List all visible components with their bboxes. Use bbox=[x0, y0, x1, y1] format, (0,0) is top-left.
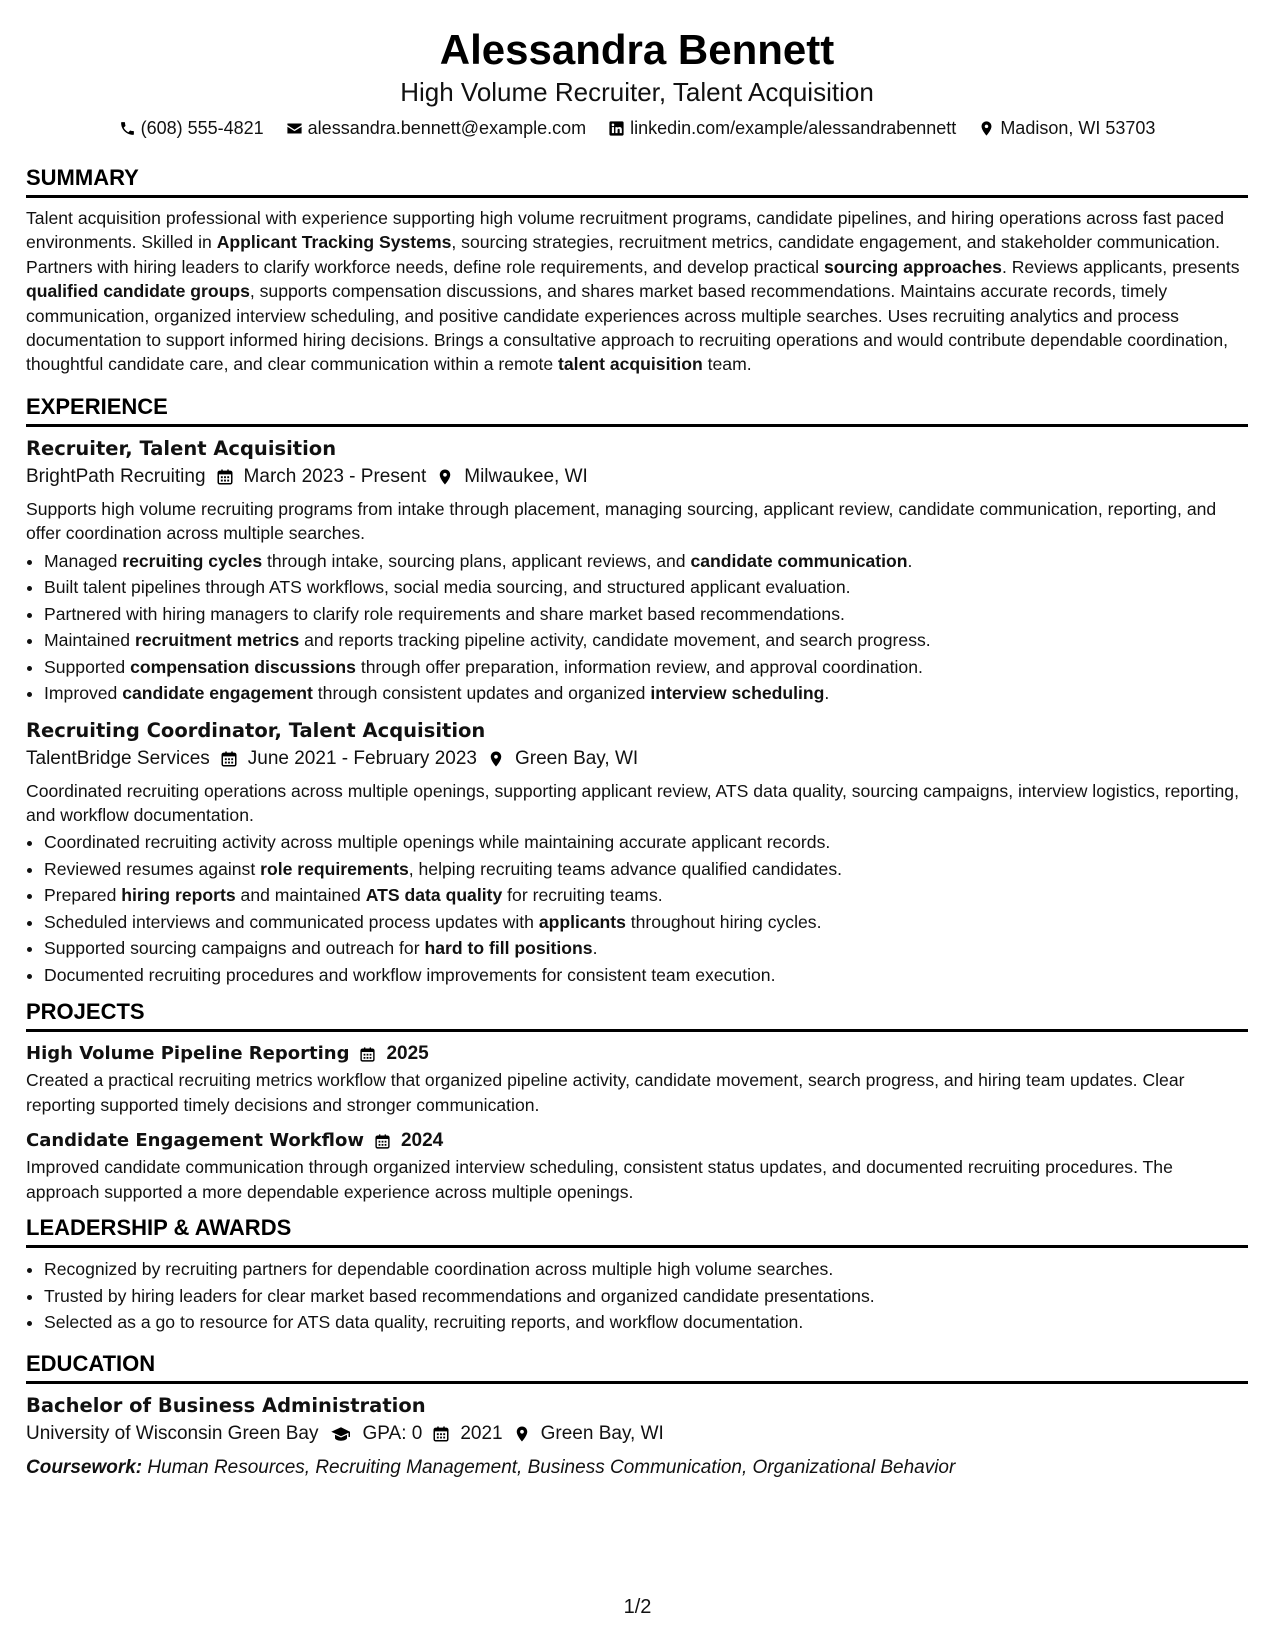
job-meta bbox=[26, 745, 1248, 773]
bullet-keyword: hard to fill positions bbox=[424, 938, 593, 959]
summary-keyword: Applicant Tracking Systems bbox=[216, 232, 452, 253]
bullet-item bbox=[44, 882, 1248, 909]
bullet-text: Managed bbox=[44, 550, 123, 571]
job-location: Milwaukee, WI bbox=[464, 465, 588, 487]
education-meta bbox=[26, 1420, 1248, 1448]
section-title-leadership: LEADERSHIP & AWARDS bbox=[26, 1215, 292, 1241]
section-title-experience: EXPERIENCE bbox=[26, 393, 168, 419]
degree-title: Bachelor of Business Administration bbox=[26, 1393, 426, 1417]
bullet-text: and maintained bbox=[235, 885, 366, 906]
bullet-text: Documented recruiting procedures and workflow improvements for consistent team execution. bbox=[44, 964, 776, 985]
contact-email-text: alessandra.bennett@example.com bbox=[307, 118, 587, 138]
bullet-keyword: hiring reports bbox=[121, 885, 236, 906]
bullet-text: . bbox=[592, 938, 598, 959]
project-entry bbox=[26, 1040, 1248, 1117]
job-bullets bbox=[26, 548, 1248, 707]
bullet-text: Prepared bbox=[44, 885, 122, 906]
bullet-text: and reports tracking pipeline activity, candidate movement, and search progress. bbox=[299, 630, 931, 651]
project-header bbox=[26, 1127, 1248, 1155]
project-name: High Volume Pipeline Reporting bbox=[26, 1043, 350, 1065]
map-pin-icon bbox=[487, 750, 505, 768]
summary-part: , sourcing strategies, recruitment metrics, candidate engagement, and stakeholder communication. Partners with hiring leaders to clarify workforce needs, define role requirements, and develop practical bbox=[26, 232, 1221, 277]
bullet-keyword: compensation discussions bbox=[130, 656, 356, 677]
bullet-text: Maintained bbox=[44, 630, 135, 651]
section-title-projects: PROJECTS bbox=[26, 999, 145, 1025]
bullet-text: through offer preparation, information review, and approval coordination. bbox=[355, 656, 923, 677]
job-title: Recruiting Coordinator, Talent Acquisition bbox=[26, 718, 486, 742]
bullet-keyword: recruitment metrics bbox=[134, 630, 300, 651]
bullet-keyword: recruiting cycles bbox=[122, 550, 263, 571]
bullet-text: Built talent pipelines through ATS workflows, social media sourcing, and structured applicant evaluation. bbox=[44, 577, 851, 598]
candidate-name: Alessandra Bennett bbox=[439, 26, 835, 73]
calendar-icon bbox=[432, 1425, 450, 1443]
bullet-item bbox=[44, 935, 1248, 962]
bullet-item bbox=[44, 654, 1248, 681]
bullet-text: Supported bbox=[44, 656, 131, 677]
bullet-keyword: ATS data quality bbox=[365, 885, 503, 906]
experience-entry bbox=[26, 717, 1248, 989]
section-divider bbox=[26, 1029, 1248, 1032]
map-pin-icon bbox=[513, 1425, 531, 1443]
bullet-text: , helping recruiting teams advance qualified candidates. bbox=[408, 858, 843, 879]
bullet-keyword: interview scheduling bbox=[650, 683, 825, 704]
job-company: BrightPath Recruiting bbox=[26, 465, 206, 487]
bullet-item bbox=[44, 856, 1248, 883]
summary-part: team. bbox=[702, 354, 752, 375]
phone-icon bbox=[119, 120, 136, 137]
job-company: TalentBridge Services bbox=[26, 747, 210, 769]
section-title-summary: SUMMARY bbox=[26, 165, 139, 190]
project-description: Improved candidate communication through organized interview scheduling, consistent status updates, and documented recruiting procedures. The approach supported a more dependable experience across multiple openings. bbox=[26, 1157, 1173, 1202]
section-divider bbox=[26, 1381, 1248, 1384]
project-year: 2025 bbox=[386, 1043, 429, 1065]
bullet-text: throughout hiring cycles. bbox=[625, 911, 822, 932]
summary-keyword: sourcing approaches bbox=[823, 256, 1002, 277]
bullet-keyword: candidate communication bbox=[690, 550, 908, 571]
bullet-text: through intake, sourcing plans, applicant reviews, and bbox=[262, 550, 691, 571]
resume-page bbox=[26, 0, 1248, 1482]
contact-phone[interactable] bbox=[119, 116, 264, 140]
bullet-text: Improved bbox=[44, 683, 123, 704]
leadership-item: • Selected as a go to resource for ATS data quality, recruiting reports, and workflow documentation. bbox=[44, 1309, 1248, 1336]
contact-location-text: Madison, WI 53703 bbox=[1000, 118, 1156, 138]
bullet-keyword: candidate engagement bbox=[122, 683, 313, 704]
job-title: Recruiter, Talent Acquisition bbox=[26, 436, 337, 460]
leadership-item: • Trusted by hiring leaders for clear market based recommendations and organized candidate presentations. bbox=[44, 1283, 1248, 1310]
bullet-text: Supported sourcing campaigns and outreach for bbox=[44, 938, 425, 959]
page-indicator: 1/2 bbox=[623, 1596, 652, 1618]
contact-phone-text: (608) 555-4821 bbox=[140, 118, 264, 138]
bullet-keyword: role requirements bbox=[260, 858, 409, 879]
candidate-title: High Volume Recruiter, Talent Acquisition bbox=[400, 77, 874, 107]
bullet-item bbox=[44, 909, 1248, 936]
contact-location bbox=[978, 116, 1155, 140]
summary-keyword: talent acquisition bbox=[558, 354, 703, 375]
job-description: Supports high volume recruiting programs from intake through placement, managing sourcing, applicant review, candidate communication, reporting, and offer coordination across multiple searches. bbox=[26, 498, 1217, 544]
leadership-list bbox=[26, 1256, 1248, 1336]
calendar-icon bbox=[216, 468, 234, 486]
bullet-text: Reviewed resumes against bbox=[44, 858, 261, 879]
resume-header bbox=[26, 0, 1248, 140]
map-pin-icon bbox=[436, 468, 454, 486]
graduation-cap-icon bbox=[329, 1425, 353, 1443]
coursework-label: Coursework: bbox=[26, 1456, 143, 1478]
summary-part: Talent acquisition professional with experience supporting high volume recruitment programs, candidate pipelines, and hiring operations across fast paced environments. Skilled in bbox=[26, 208, 1225, 253]
calendar-icon bbox=[359, 1046, 376, 1063]
section-divider bbox=[26, 424, 1248, 427]
job-meta bbox=[26, 463, 1248, 491]
education-gpa: GPA: 0 bbox=[362, 1422, 423, 1444]
bullet-item bbox=[44, 548, 1248, 575]
project-year: 2024 bbox=[400, 1130, 444, 1152]
bullet-text: for recruiting teams. bbox=[502, 885, 663, 906]
calendar-icon bbox=[374, 1133, 391, 1150]
summary-keyword: qualified candidate groups bbox=[26, 281, 250, 302]
contact-email[interactable] bbox=[286, 116, 586, 140]
job-dates: March 2023 - Present bbox=[243, 465, 427, 487]
bullet-text: Coordinated recruiting activity across multiple openings while maintaining accurate applicant records. bbox=[44, 832, 831, 853]
project-header bbox=[26, 1040, 1248, 1068]
project-entry bbox=[26, 1127, 1248, 1204]
section-divider bbox=[26, 195, 1248, 198]
contact-bar bbox=[26, 116, 1248, 140]
bullet-item bbox=[44, 680, 1248, 707]
bullet-text: Scheduled interviews and communicated process updates with bbox=[44, 911, 539, 932]
leadership-item: • Recognized by recruiting partners for dependable coordination across multiple high volume searches. bbox=[44, 1256, 1248, 1283]
education-location: Green Bay, WI bbox=[540, 1422, 664, 1444]
contact-linkedin[interactable] bbox=[608, 116, 956, 140]
calendar-icon bbox=[220, 750, 238, 768]
section-divider bbox=[26, 1245, 1248, 1248]
project-name: Candidate Engagement Workflow bbox=[26, 1130, 364, 1152]
envelope-icon bbox=[286, 120, 303, 137]
job-bullets bbox=[26, 829, 1248, 988]
summary-text bbox=[26, 206, 1248, 377]
bullet-text: . bbox=[907, 550, 913, 571]
bullet-item bbox=[44, 574, 1248, 601]
bullet-text: . bbox=[824, 683, 830, 704]
experience-entry bbox=[26, 435, 1248, 707]
school-name: University of Wisconsin Green Bay bbox=[26, 1422, 319, 1444]
education-year: 2021 bbox=[460, 1422, 503, 1444]
coursework-list: Human Resources, Recruiting Management, Business Communication, Organizational Behavior bbox=[147, 1456, 956, 1478]
bullet-text: Partnered with hiring managers to clarify role requirements and share market based recommendations. bbox=[44, 603, 845, 624]
bullet-keyword: applicants bbox=[538, 911, 626, 932]
job-dates: June 2021 - February 2023 bbox=[247, 747, 477, 769]
job-description: Coordinated recruiting operations across multiple openings, supporting applicant review, ATS data quality, sourcing campaigns, interview logistics, reporting, and workflow documentation. bbox=[26, 780, 1239, 826]
section-title-education: EDUCATION bbox=[26, 1350, 156, 1376]
coursework bbox=[26, 1454, 1248, 1482]
job-location: Green Bay, WI bbox=[514, 747, 639, 769]
bullet-item bbox=[44, 829, 1248, 856]
education-entry bbox=[26, 1392, 1248, 1482]
bullet-item bbox=[44, 962, 1248, 989]
bullet-text: through consistent updates and organized bbox=[312, 683, 651, 704]
summary-part: , supports compensation discussions, and shares market based recommendations. Maintains accurate records, timely communication, organized interview scheduling, and positive candidate experiences across multiple searches. Uses recruiting analytics and process documentation to support informed hiring decisions. Brings a consultative approach to recruiting operations and would contribute dependable coordination, thoughtful candidate care, and clear communication within a remote bbox=[26, 281, 1229, 375]
linkedin-icon bbox=[608, 120, 625, 137]
project-description: Created a practical recruiting metrics workflow that organized pipeline activity, candidate movement, search progress, and hiring team updates. Clear reporting supported timely decisions and stronger communication. bbox=[26, 1070, 1185, 1115]
summary-part: . Reviews applicants, presents bbox=[1001, 256, 1240, 277]
contact-linkedin-text: linkedin.com/example/alessandrabennett bbox=[630, 118, 957, 138]
bullet-item bbox=[44, 627, 1248, 654]
bullet-item bbox=[44, 601, 1248, 628]
map-pin-icon bbox=[978, 120, 995, 137]
